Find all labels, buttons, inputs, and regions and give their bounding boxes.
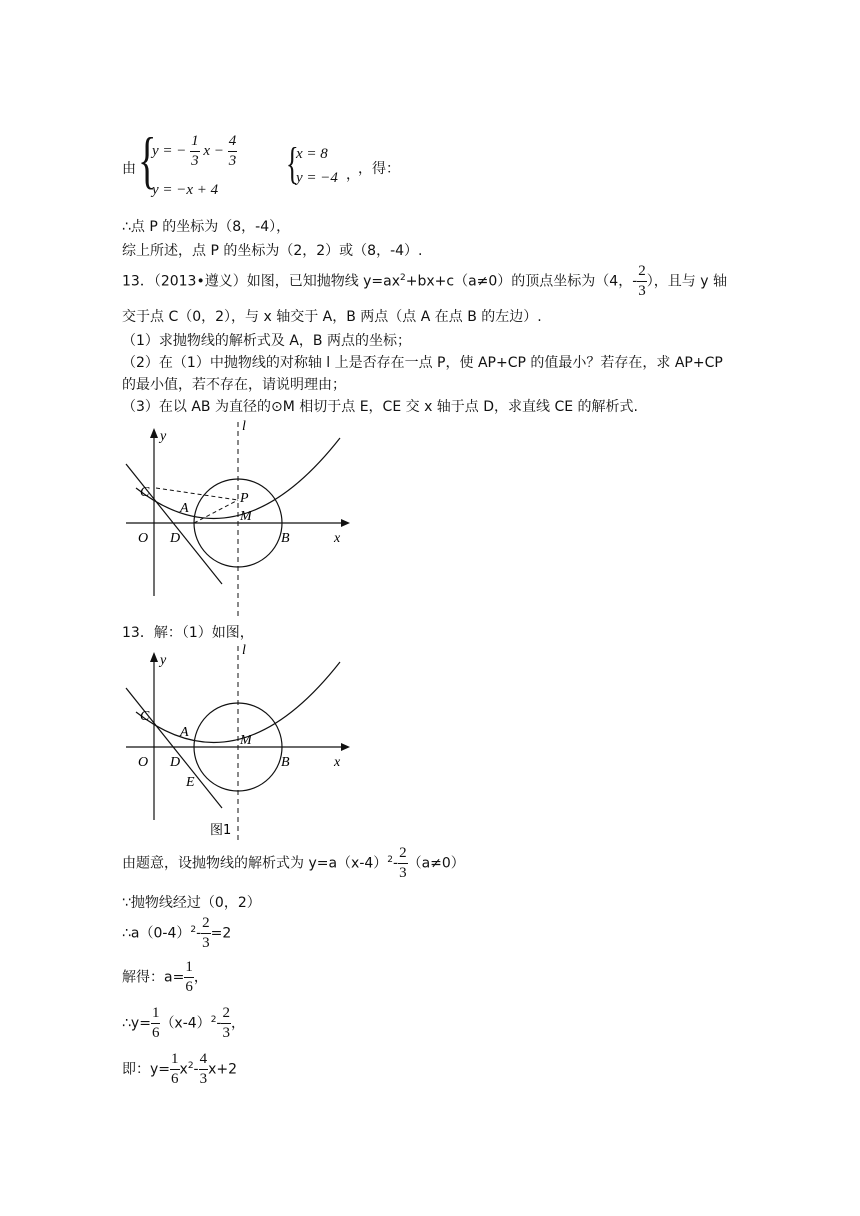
- comma: ，: [346, 167, 360, 183]
- segment-cp: [156, 488, 238, 500]
- solution-heading: 13．解：（1）如图，: [122, 625, 254, 641]
- summary-line: 综上所述，点 P 的坐标为（2，2）或（8，-4）.: [122, 243, 423, 259]
- problem-line-2: 交于点 C（0，2），与 x 轴交于 A，B 两点（点 A 在点 B 的左边）.: [122, 309, 542, 325]
- label-x: x: [334, 755, 341, 770]
- left-brace: {: [286, 139, 299, 188]
- figure-caption: 图1: [210, 823, 232, 838]
- label-b: B: [281, 755, 290, 770]
- then-text: ，得：: [358, 161, 400, 177]
- problem-figure: [118, 418, 358, 618]
- fraction: $\frac{2}{3}$: [202, 915, 210, 951]
- label-o: O: [138, 755, 149, 770]
- label-m: M: [240, 509, 252, 524]
- solution-step-5: ∴y= $\frac{1}{6}$ $(x-4)^2-$ $\frac{2}{3}$ ，: [122, 1005, 245, 1041]
- fraction: $\frac{2}{3}$: [638, 263, 646, 299]
- question-3: （3）在以 AB 为直径的⊙M 相切于点 E，CE 交 x 轴于点 D，求直线 CE 的解析式.: [122, 399, 639, 415]
- x-axis-arrow: [341, 743, 350, 751]
- fraction: $\frac{1}{3}$: [191, 133, 199, 169]
- fraction: $\frac{4}{3}$: [228, 133, 237, 169]
- equation-2: y = −x + 4: [152, 182, 219, 198]
- label-y: y: [160, 429, 167, 444]
- label-a: A: [180, 501, 189, 516]
- solution-step-4: 解得：a= $\frac{1}{6}$ ，: [122, 959, 208, 995]
- label-e: E: [186, 775, 195, 790]
- label-a: A: [180, 725, 189, 740]
- fraction: $\frac{4}{3}$: [199, 1051, 208, 1087]
- label-l: l: [242, 643, 246, 658]
- label-o: O: [138, 531, 149, 546]
- segment-ap: [194, 500, 238, 523]
- solution-step-3: $\therefore a(0-4)^2-$ $\frac{2}{3}$ =2: [122, 915, 232, 951]
- question-2-line-a: （2）在（1）中抛物线的对称轴 l 上是否存在一点 P，使 AP+CP 的值最小？若存在，求 AP+CP: [122, 355, 723, 371]
- label-d: D: [170, 755, 181, 770]
- label-p: P: [240, 491, 249, 506]
- p-coordinate-line: ∴点 P 的坐标为（8，-4），: [122, 219, 291, 235]
- fraction: $\frac{1}{6}$: [171, 1051, 179, 1087]
- x-axis-arrow: [341, 519, 350, 527]
- solution-system: [286, 139, 366, 190]
- label-c: C: [140, 709, 150, 724]
- label-c: C: [140, 485, 150, 500]
- fraction: $\frac{1}{6}$: [151, 1005, 160, 1041]
- question-2-line-b: 的最小值，若不存在，请说明理由；: [122, 377, 346, 393]
- label-b: B: [281, 531, 290, 546]
- solution-y: y = −4: [296, 170, 338, 186]
- question-1: （1）求抛物线的解析式及 A，B 两点的坐标；: [122, 333, 411, 349]
- tangent-line: [126, 464, 222, 584]
- left-brace: {: [138, 124, 157, 195]
- label-l: l: [242, 419, 246, 434]
- label-m: M: [240, 733, 252, 748]
- label-d: D: [170, 531, 181, 546]
- fraction: $\frac{2}{3}$: [399, 845, 407, 881]
- solution-step-1: 由题意，设抛物线的解析式为 $y=a(x-4)^2-$ $\frac{2}{3}$ （a≠0）: [122, 845, 465, 881]
- label-x: x: [334, 531, 341, 546]
- solution-x: x = 8: [296, 146, 328, 162]
- equation-1: y = − $\frac{1}{3}$ x − $\frac{4}{3}$: [152, 133, 237, 169]
- label-y: y: [160, 653, 167, 668]
- y-axis-arrow: [150, 652, 158, 662]
- solution-step-6: 即：y= $\frac{1}{6}$ $x^2-$ $\frac{4}{3}$ x+2: [122, 1051, 238, 1087]
- y-axis-arrow: [150, 428, 158, 438]
- fraction: $\frac{1}{6}$: [185, 959, 193, 995]
- fraction: $\frac{2}{3}$: [222, 1005, 230, 1041]
- prefix-text: 由: [122, 161, 136, 177]
- solution-step-2: ∵抛物线经过（0，2）: [122, 895, 261, 911]
- tangent-line: [126, 688, 222, 808]
- solution-figure: [118, 642, 358, 842]
- problem-line-1: 13．（2013•遵义）如图，已知抛物线 $y=ax^2+bx+c(a\ne 0)$的顶点坐标为（4，- $\frac{2}{3}$ ），且与 y 轴: [122, 263, 727, 299]
